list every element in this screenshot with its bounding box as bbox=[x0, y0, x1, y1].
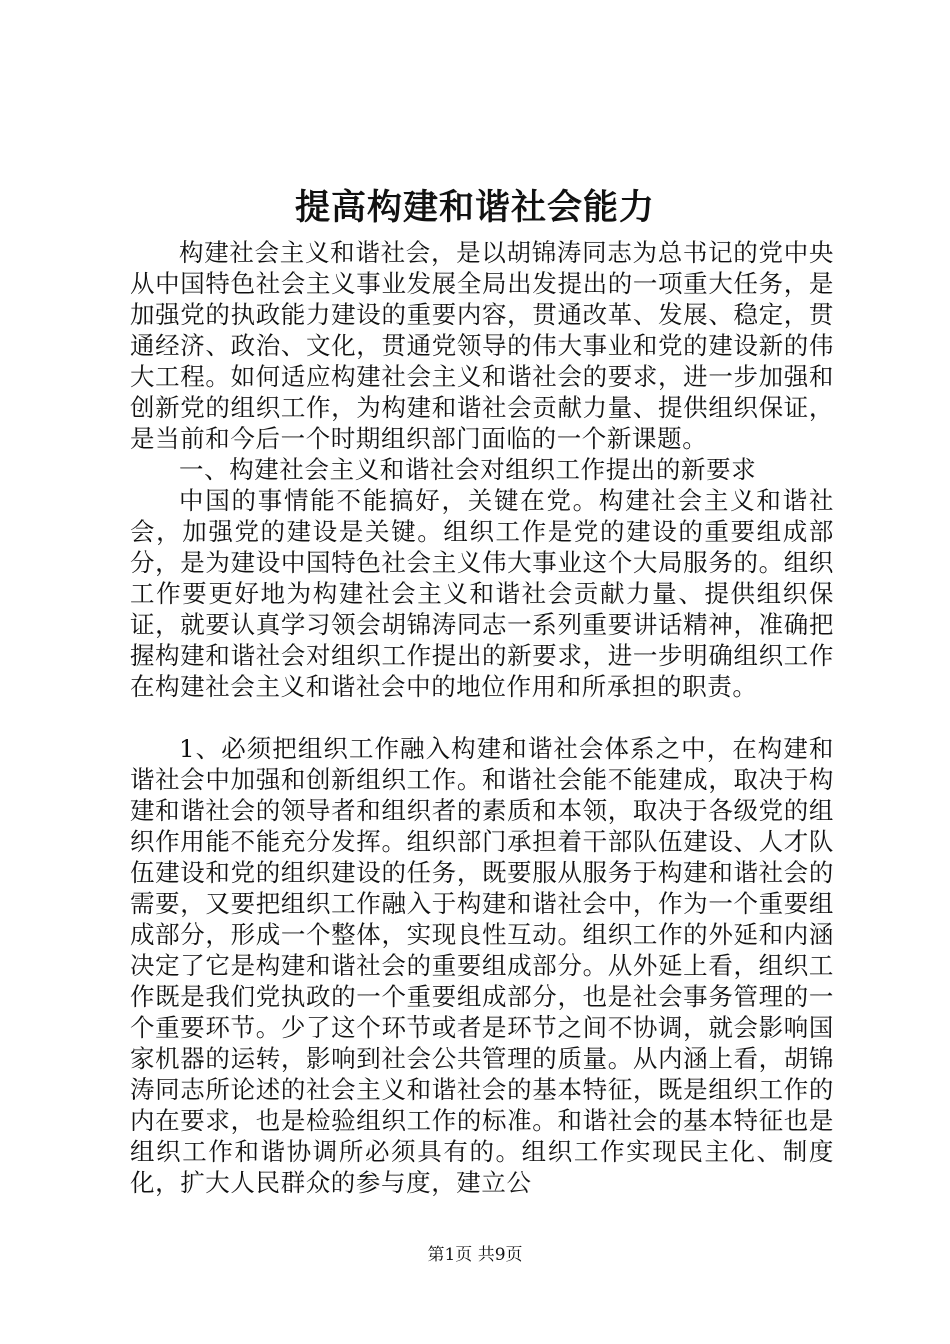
page-footer: 第1页 共9页 bbox=[427, 1245, 523, 1265]
paragraph-section-one: 中国的事情能不能搞好，关键在党。构建社会主义和谐社会，加强党的建设是关键。组织工作是党的建设的重要组成部分，是为建设中国特色社会主义伟大事业这个大局服务的。组织工作要更好地为构建社会主义和谐社会贡献力量、提供组织保证，就要认真学习领会胡锦涛同志一系列重要讲话精神，准确把握构建和谐社会对组织工作提出的新要求，进一步明确组织工作在构建社会主义和谐社会中的地位作用和所承担的职责。 bbox=[130, 486, 834, 701]
section-heading: 一、构建社会主义和谐社会对组织工作提出的新要求 bbox=[179, 455, 757, 484]
paragraph-spacer bbox=[130, 702, 834, 733]
paragraph-point-one: 1、必须把组织工作融入构建和谐社会体系之中，在构建和谐社会中加强和创新组织工作。和谐社会能不能建成，取决于构建和谐社会的领导者和组织者的素质和本领，取决于各级党的组织作用能不能充分发挥。组织部门承担着干部队伍建设、人才队伍建设和党的组织建设的任务，既要服从服务于构建和谐社会的需要，又要把组织工作融入于构建和谐社会中，作为一个重要组成部分，形成一个整体，实现良性互动。组织工作的外延和内涵决定了它是构建和谐社会的重要组成部分。从外延上看，组织工作既是我们党执政的一个重要组成部分，也是社会事务管理的一个重要环节。少了这个环节或者是环节之间不协调，就会影响国家机器的运转，影响到社会公共管理的质量。从内涵上看，胡锦涛同志所论述的社会主义和谐社会的基本特征，既是组织工作的内在要求，也是检验组织工作的标准。和谐社会的基本特征也是组织工作和谐协调所必须具有的。组织工作实现民主化、制度化，扩大人民群众的参与度，建立公 bbox=[130, 734, 834, 1197]
paragraph-intro: 构建社会主义和谐社会，是以胡锦涛同志为总书记的党中央从中国特色社会主义事业发展全局出发提出的一项重大任务，是加强党的执政能力建设的重要内容，贯通改革、发展、稳定，贯通经济、政治、文化，贯通党领导的伟大事业和党的建设新的伟大工程。如何适应构建社会主义和谐社会的要求，进一步加强和创新党的组织工作，为构建和谐社会贡献力量、提供组织保证，是当前和今后一个时期组织部门面临的一个新课题。 bbox=[130, 238, 834, 453]
document-body bbox=[130, 237, 834, 1198]
page-title: 提高构建和谐社会能力 bbox=[294, 187, 655, 228]
